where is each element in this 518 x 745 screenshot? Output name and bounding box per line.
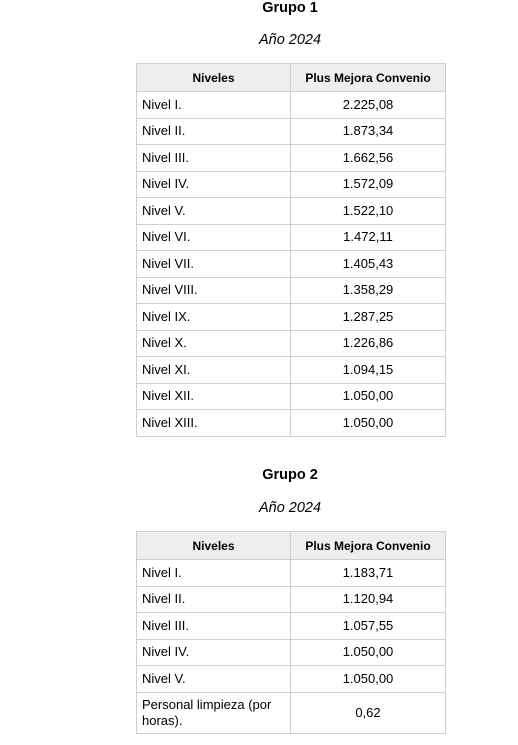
value-cell: 1.405,43 xyxy=(291,251,446,278)
column-header-plus: Plus Mejora Convenio xyxy=(291,532,446,560)
value-cell: 1.050,00 xyxy=(291,383,446,410)
level-cell: Nivel XI. xyxy=(137,357,291,384)
table-row xyxy=(137,92,446,119)
value-cell: 1.094,15 xyxy=(291,357,446,384)
table-row xyxy=(137,383,446,410)
table-header-row xyxy=(137,532,446,560)
value-cell: 1.050,00 xyxy=(291,410,446,437)
group-1-table xyxy=(136,63,446,437)
table-row xyxy=(137,145,446,172)
table-row xyxy=(137,277,446,304)
value-cell: 1.057,55 xyxy=(291,613,446,640)
group-1-title: Grupo 1 xyxy=(262,0,318,16)
table-row xyxy=(137,330,446,357)
level-cell: Nivel IV. xyxy=(137,171,291,198)
group-2-title: Grupo 2 xyxy=(262,467,318,483)
table-row xyxy=(137,251,446,278)
group-2-table xyxy=(136,531,446,734)
level-cell: Nivel III. xyxy=(137,613,291,640)
table-row xyxy=(137,224,446,251)
level-cell: Nivel I. xyxy=(137,92,291,119)
level-cell: Nivel III. xyxy=(137,145,291,172)
value-cell: 1.183,71 xyxy=(291,560,446,587)
value-cell: 1.662,56 xyxy=(291,145,446,172)
table-row xyxy=(137,666,446,693)
value-cell: 1.287,25 xyxy=(291,304,446,331)
level-cell: Personal limpieza (por horas). xyxy=(137,692,291,733)
level-cell: Nivel X. xyxy=(137,330,291,357)
level-cell: Nivel IV. xyxy=(137,639,291,666)
level-cell: Nivel V. xyxy=(137,666,291,693)
value-cell: 1.226,86 xyxy=(291,330,446,357)
table-row xyxy=(137,171,446,198)
level-cell: Nivel I. xyxy=(137,560,291,587)
group-1-year: Año 2024 xyxy=(258,32,322,48)
table-row xyxy=(137,639,446,666)
table-row xyxy=(137,304,446,331)
level-cell: Nivel II. xyxy=(137,118,291,145)
column-header-plus: Plus Mejora Convenio xyxy=(291,64,446,92)
group-2-year: Año 2024 xyxy=(258,500,322,516)
value-cell: 1.050,00 xyxy=(291,639,446,666)
level-cell: Nivel II. xyxy=(137,586,291,613)
table-row xyxy=(137,118,446,145)
column-header-niveles: Niveles xyxy=(137,532,291,560)
level-cell: Nivel V. xyxy=(137,198,291,225)
table-row xyxy=(137,410,446,437)
level-cell: Nivel XII. xyxy=(137,383,291,410)
value-cell: 0,62 xyxy=(291,692,446,733)
table-row xyxy=(137,198,446,225)
value-cell: 1.472,11 xyxy=(291,224,446,251)
value-cell: 1.050,00 xyxy=(291,666,446,693)
level-cell: Nivel VI. xyxy=(137,224,291,251)
value-cell: 2.225,08 xyxy=(291,92,446,119)
level-cell: Nivel VII. xyxy=(137,251,291,278)
table-header-row xyxy=(137,64,446,92)
table-row xyxy=(137,613,446,640)
table-row xyxy=(137,692,446,733)
table-row xyxy=(137,560,446,587)
value-cell: 1.358,29 xyxy=(291,277,446,304)
level-cell: Nivel IX. xyxy=(137,304,291,331)
value-cell: 1.873,34 xyxy=(291,118,446,145)
level-cell: Nivel VIII. xyxy=(137,277,291,304)
value-cell: 1.120,94 xyxy=(291,586,446,613)
column-header-niveles: Niveles xyxy=(137,64,291,92)
table-row xyxy=(137,357,446,384)
value-cell: 1.572,09 xyxy=(291,171,446,198)
level-cell: Nivel XIII. xyxy=(137,410,291,437)
value-cell: 1.522,10 xyxy=(291,198,446,225)
table-row xyxy=(137,586,446,613)
